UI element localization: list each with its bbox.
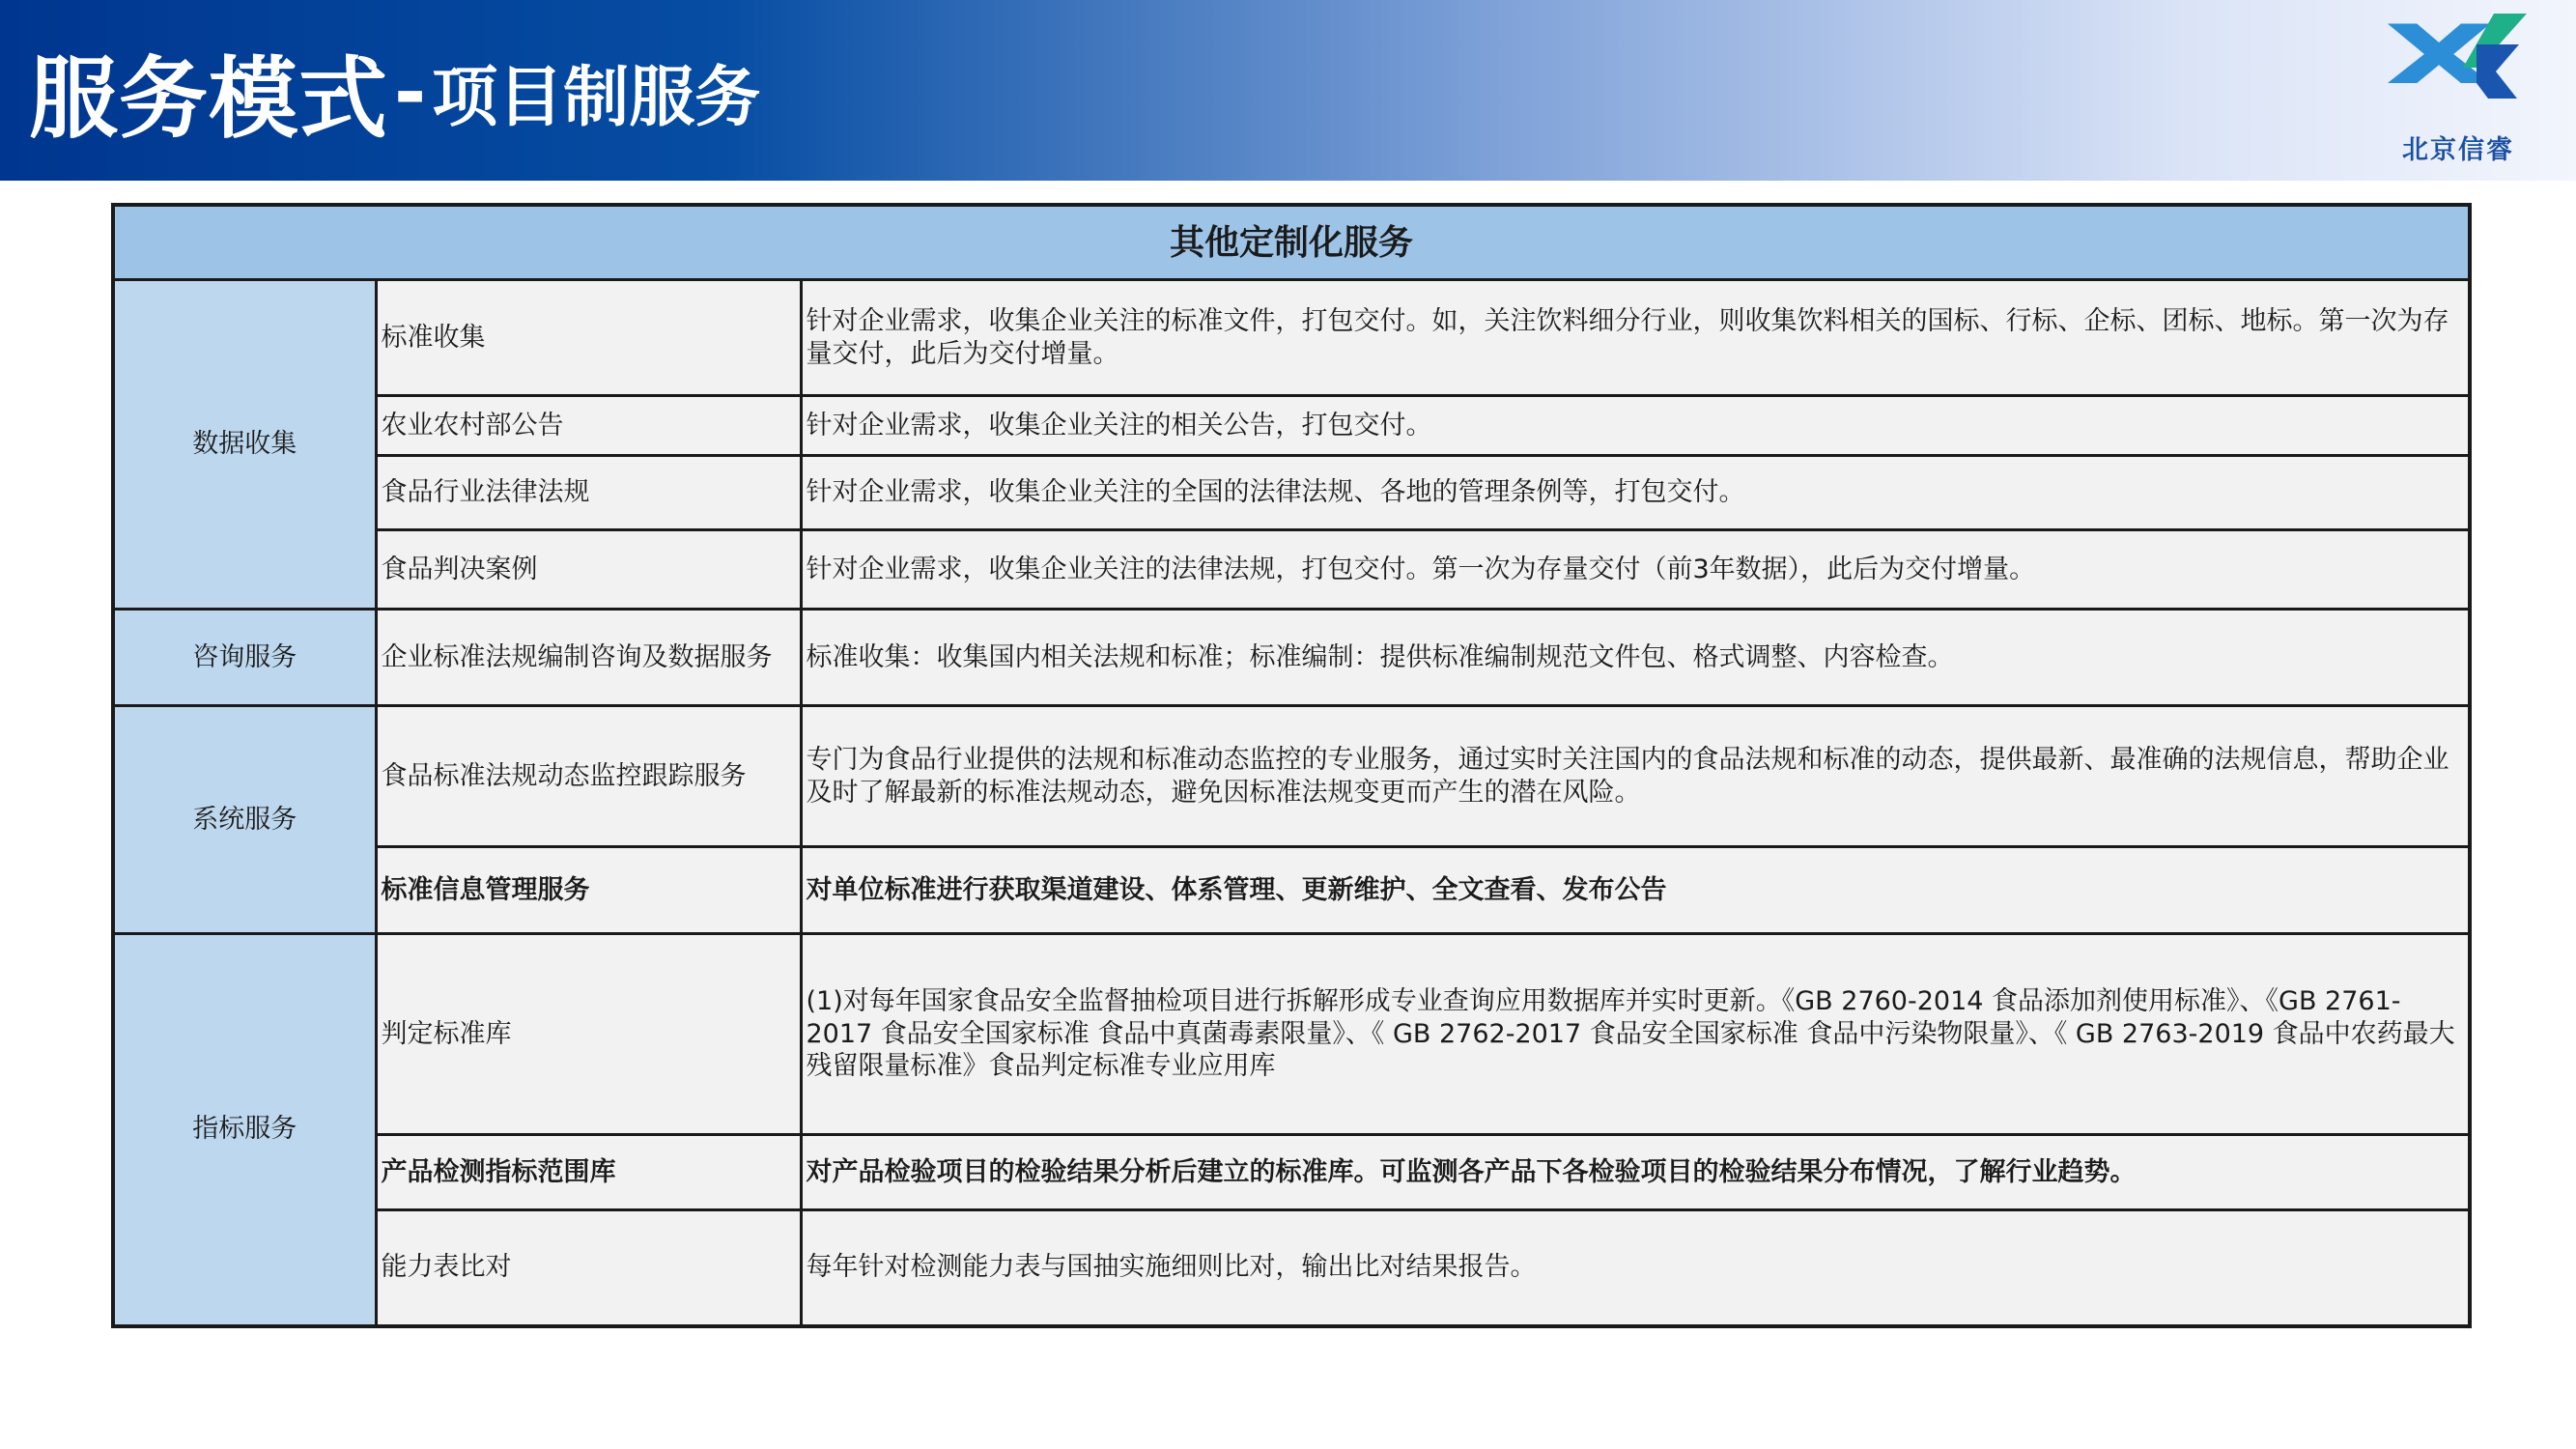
title-sub: 项目制服务 — [432, 59, 761, 136]
table-row — [113, 280, 2470, 396]
title-main: 服务模式 — [29, 47, 389, 151]
table-row — [113, 706, 2470, 847]
service-description: 对单位标准进行获取渠道建设、体系管理、更新维护、全文查看、发布公告 — [801, 847, 2470, 934]
table-row — [113, 847, 2470, 934]
title-separator: - — [394, 46, 427, 137]
table-row — [113, 610, 2470, 706]
service-description: 针对企业需求，收集企业关注的全国的法律法规、各地的管理条例等，打包交付。 — [801, 456, 2470, 530]
service-description: 针对企业需求，收集企业关注的标准文件，打包交付。如，关注饮料细分行业，则收集饮料相关的国标、行标、企标、团标、地标。第一次为存量交付，此后为交付增量。 — [801, 280, 2470, 396]
service-description: 专门为食品行业提供的法规和标准动态监控的专业服务，通过实时关注国内的食品法规和标准的动态，提供最新、最准确的法规信息，帮助企业及时了解最新的标准法规动态，避免因标准法规变更而产生的潜在风险。 — [801, 706, 2470, 847]
category-system: 系统服务 — [113, 706, 376, 934]
category-consulting: 咨询服务 — [113, 610, 376, 706]
service-description: 对产品检验项目的检验结果分析后建立的标准库。可监测各产品下各检验项目的检验结果分布情况，了解行业趋势。 — [801, 1135, 2470, 1210]
table-row — [113, 396, 2470, 456]
service-name: 食品标准法规动态监控跟踪服务 — [376, 706, 801, 847]
table-row — [113, 934, 2470, 1135]
category-indicator: 指标服务 — [113, 934, 376, 1326]
service-description: 针对企业需求，收集企业关注的相关公告，打包交付。 — [801, 396, 2470, 456]
service-description: 标准收集：收集国内相关法规和标准；标准编制：提供标准编制规范文件包、格式调整、内容检查。 — [801, 610, 2470, 706]
service-name: 企业标准法规编制咨询及数据服务 — [376, 610, 801, 706]
header-banner — [0, 0, 2576, 181]
table-row — [113, 530, 2470, 610]
company-logo-text: 北京信睿 — [2402, 135, 2514, 165]
table-heading: 其他定制化服务 — [113, 205, 2470, 280]
table-row — [113, 1210, 2470, 1326]
service-name: 食品判决案例 — [376, 530, 801, 610]
table-row — [113, 1135, 2470, 1210]
service-name: 食品行业法律法规 — [376, 456, 801, 530]
service-description: 每年针对检测能力表与国抽实施细则比对，输出比对结果报告。 — [801, 1210, 2470, 1326]
service-name: 农业农村部公告 — [376, 396, 801, 456]
service-description: 针对企业需求，收集企业关注的法律法规，打包交付。第一次为存量交付（前3年数据），此后为交付增量。 — [801, 530, 2470, 610]
table-row — [113, 456, 2470, 530]
service-name: 产品检测指标范围库 — [376, 1135, 801, 1210]
category-data-collection: 数据收集 — [113, 280, 376, 610]
service-name: 标准信息管理服务 — [376, 847, 801, 934]
service-name: 标准收集 — [376, 280, 801, 396]
services-table — [111, 203, 2472, 1328]
service-name: 判定标准库 — [376, 934, 801, 1135]
service-name: 能力表比对 — [376, 1210, 801, 1326]
page-title — [29, 29, 760, 155]
service-description: (1)对每年国家食品安全监督抽检项目进行拆解形成专业查询应用数据库并实时更新。《GB 2760-2014 食品添加剂使用标准》、《GB 2761-2017 食品安全国家标准 食品中真菌毒素限量》、《 GB 2762-2017 食品安全国家标准 食品中污染物限量》、《 GB 2763-2019 食品中农药最大残留限量标准》食品判定标准专业应用库 — [801, 934, 2470, 1135]
